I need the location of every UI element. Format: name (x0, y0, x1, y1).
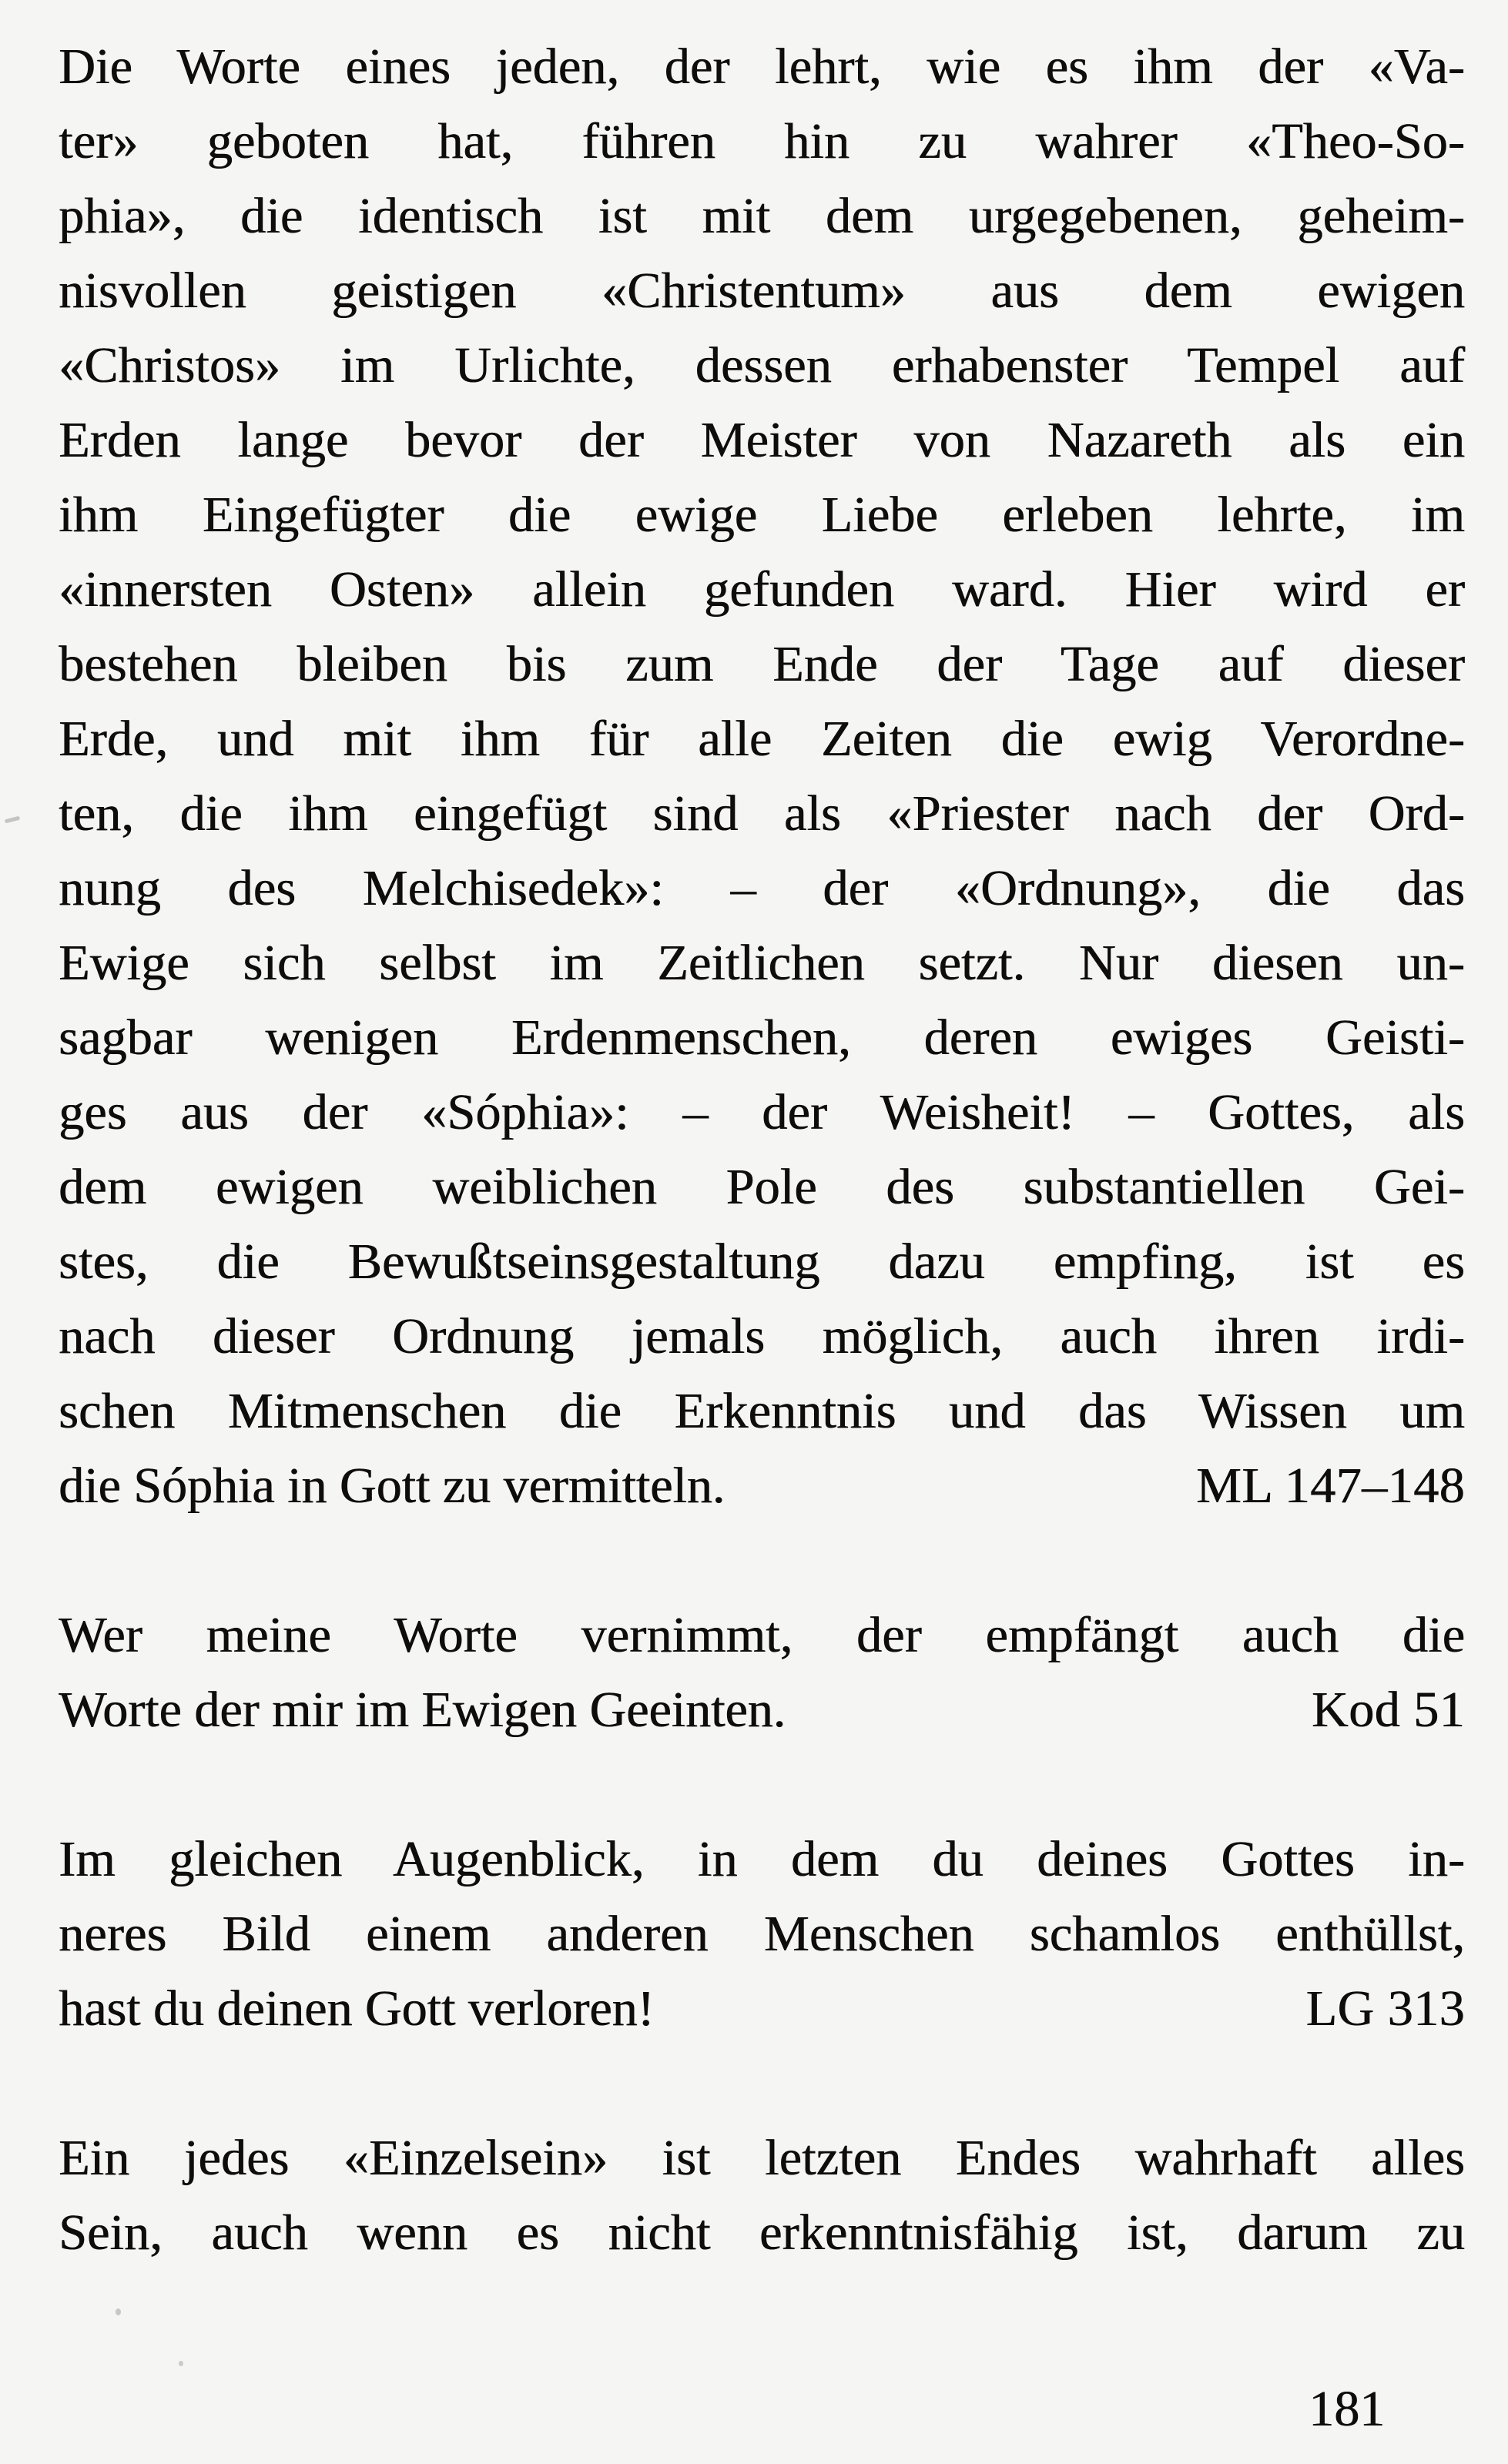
paragraph-last-line (59, 1672, 1465, 1747)
paragraph (59, 2121, 1465, 2270)
text-line: «Christos» im Urlichte, dessen erhabenster Tempel auf (59, 337, 1465, 393)
text-line: ges aus der «Sóphia»: – der Weisheit! – Gottes, als (59, 1084, 1465, 1140)
text-line: stes, die Bewußtseinsgestaltung dazu empfing, ist es (59, 1234, 1465, 1290)
text-line: phia», die identisch ist mit dem urgegebenen, geheim- (59, 188, 1465, 244)
text-line: Die Worte eines jeden, der lehrt, wie es ihm der «Va- (59, 38, 1465, 95)
text-line: die Sóphia in Gott zu vermitteln. (59, 1458, 726, 1514)
scan-speck (116, 2308, 121, 2315)
text-line: Worte der mir im Ewigen Geeinten. (59, 1682, 786, 1738)
scan-speck (179, 2361, 183, 2366)
text-line: sagbar wenigen Erdenmenschen, deren ewiges Geisti- (59, 1009, 1465, 1066)
text-line: «innersten Osten» allein gefunden ward. Hier wird er (59, 561, 1465, 618)
paragraph (59, 1822, 1465, 2046)
scan-speck (5, 816, 21, 824)
text-line: ihm Eingefügter die ewige Liebe erleben lehrte, im (59, 487, 1465, 543)
text-line: dem ewigen weiblichen Pole des substantiellen Gei- (59, 1159, 1465, 1215)
source-citation: ML 147–148 (1195, 1458, 1465, 1514)
source-citation: LG 313 (1305, 1980, 1465, 2037)
text-line: Erden lange bevor der Meister von Nazareth als ein (59, 412, 1465, 468)
paragraph-last-line (59, 1448, 1465, 1523)
text-line: hast du deinen Gott verloren! (59, 1980, 655, 2037)
text-line: nach dieser Ordnung jemals möglich, auch ihren irdi- (59, 1308, 1465, 1364)
paragraph-last-line (59, 1971, 1465, 2046)
text-line: bestehen bleiben bis zum Ende der Tage auf dieser (59, 636, 1465, 692)
text-line: schen Mitmenschen die Erkenntnis und das Wissen um (59, 1383, 1465, 1439)
text-line: Wer meine Worte vernimmt, der empfängt auch die (59, 1607, 1465, 1663)
text-line: ter» geboten hat, führen hin zu wahrer «Theo-So- (59, 113, 1465, 169)
text-line: Im gleichen Augenblick, in dem du deines Gottes in- (59, 1831, 1465, 1887)
page-number: 181 (1309, 2381, 1385, 2437)
text-line: Sein, auch wenn es nicht erkenntnisfähig ist, darum zu (59, 2205, 1465, 2261)
text-line: Erde, und mit ihm für alle Zeiten die ewig Verordne- (59, 711, 1465, 767)
text-line: nung des Melchisedek»: – der «Ordnung», die das (59, 860, 1465, 916)
text-line: Ein jedes «Einzelsein» ist letzten Endes wahrhaft alles (59, 2130, 1465, 2186)
text-line: neres Bild einem anderen Menschen schamlos enthüllst, (59, 1906, 1465, 1962)
text-line: nisvollen geistigen «Christentum» aus dem ewigen (59, 263, 1465, 319)
text-line: Ewige sich selbst im Zeitlichen setzt. Nur diesen un- (59, 935, 1465, 991)
text-block (59, 29, 1465, 2270)
text-line: ten, die ihm eingefügt sind als «Priester nach der Ord- (59, 785, 1465, 842)
source-citation: Kod 51 (1311, 1682, 1465, 1738)
paragraph (59, 1598, 1465, 1747)
paragraph (59, 29, 1465, 1523)
